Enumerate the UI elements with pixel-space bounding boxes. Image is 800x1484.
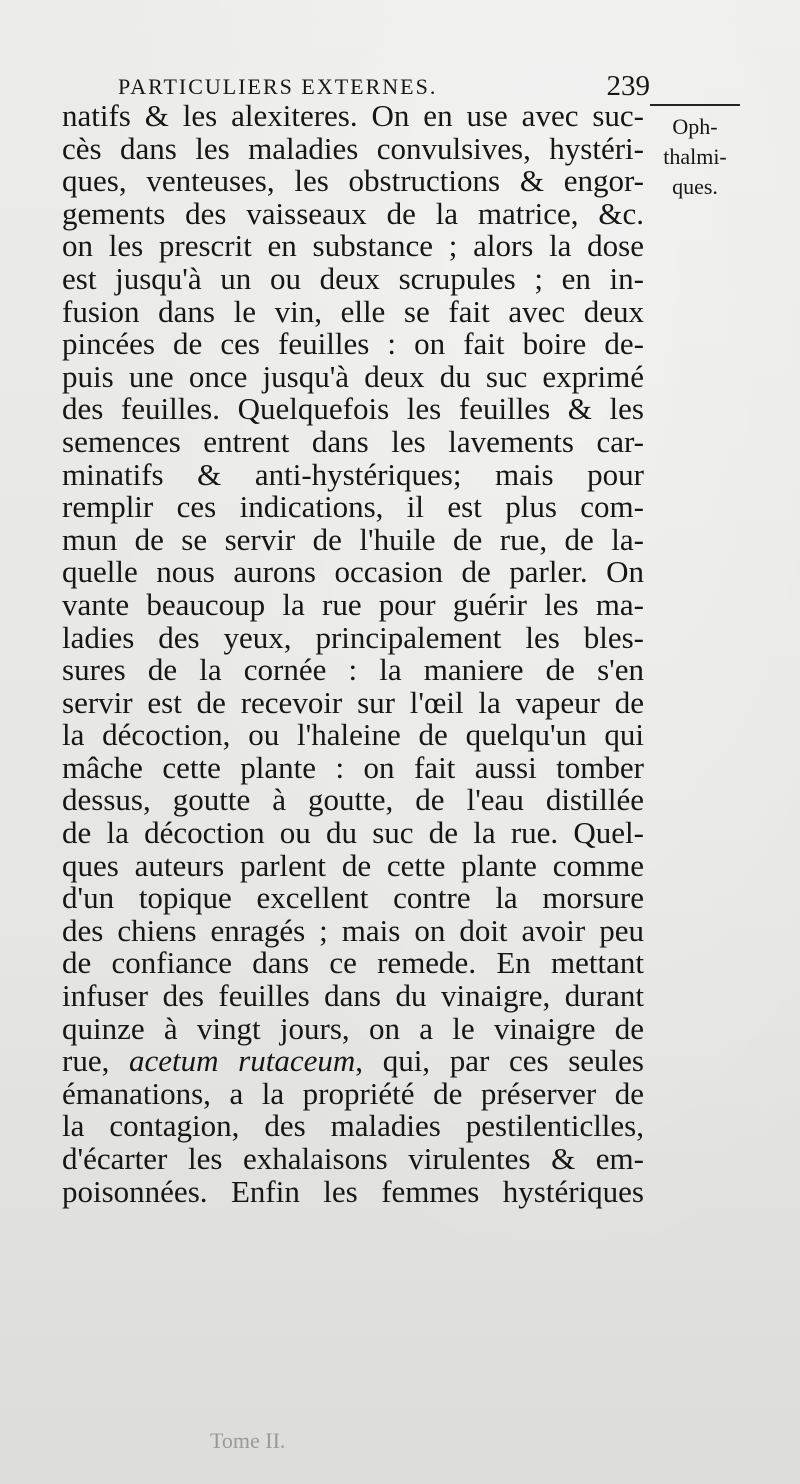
text-line [62, 1173, 644, 1209]
text-line [62, 358, 644, 394]
text-line [62, 817, 644, 850]
text-run: gements des vaisseaux de la matrice, &c. [62, 195, 644, 231]
text-run: puis une once jusqu'à deux du suc exprimé [62, 358, 644, 394]
text-run: d'un topique excellent contre la morsure [62, 880, 644, 916]
text-run: minatifs & anti-hystériques; mais pour [62, 456, 644, 492]
margin-note-line: thalmi- [663, 144, 727, 169]
text-line [62, 1010, 644, 1046]
text-run: rue, [62, 1043, 129, 1079]
text-run: , qui, par ces seules [355, 1043, 644, 1079]
body-text [62, 100, 644, 1208]
text-line [62, 195, 644, 231]
text-run: d'écarter les exhalaisons virulentes & em- [62, 1141, 644, 1176]
text-run: quinze à vingt jours, on a le vinaigre de [62, 1010, 644, 1046]
text-line [62, 882, 644, 915]
text-run: semences entrent dans les lavements car- [62, 423, 644, 459]
text-run: des feuilles. Quelquefois les feuilles & les [62, 391, 644, 427]
text-run: vante beaucoup la rue pour guérir les ma- [62, 586, 644, 622]
text-line [62, 521, 644, 557]
text-run: la décoction, ou l'haleine de quelqu'un qui [62, 717, 644, 753]
text-run: des chiens enragés ; mais on doit avoir peu [62, 912, 644, 948]
text-line [62, 100, 644, 133]
text-run: de confiance dans ce remede. En mettant [62, 945, 644, 981]
text-line [62, 230, 644, 263]
text-run: pincées de ces feuilles : on fait boire de- [62, 326, 644, 362]
text-line [62, 847, 644, 883]
text-run: mun de se servir de l'huile de rue, de la- [62, 521, 644, 557]
margin-note [649, 112, 741, 202]
text-run: quelle nous aurons occasion de parler. On [62, 554, 644, 590]
text-line [62, 1045, 644, 1078]
page-number: 239 [606, 70, 650, 102]
text-line [62, 912, 644, 948]
text-line [62, 749, 644, 785]
text-run: natifs & les alexiteres. On en use avec suc- [62, 98, 644, 133]
text-line [62, 165, 644, 198]
text-line [62, 423, 644, 459]
text-line [62, 980, 644, 1013]
text-line [62, 684, 644, 720]
text-line [62, 328, 644, 361]
text-run: remplir ces indications, il est plus com- [62, 489, 644, 525]
text-run: on les prescrit en substance ; alors la dose [62, 228, 644, 264]
text-run: est jusqu'à un ou deux scrupules ; en in- [62, 260, 644, 296]
text-run: émanations, a la propriété de préserver de [62, 1075, 644, 1111]
text-line [62, 1110, 644, 1143]
text-line [62, 784, 644, 817]
text-line [62, 491, 644, 524]
text-run: poisonnées. Enfin les femmes hystériques [62, 1173, 644, 1209]
text-line [62, 654, 644, 687]
text-line [62, 1075, 644, 1111]
text-run: mâche cette plante : on fait aussi tomber [62, 749, 644, 785]
text-line [62, 556, 644, 589]
text-line [62, 586, 644, 622]
text-line [62, 393, 644, 426]
text-run: infuser des feuilles dans du vinaigre, durant [62, 978, 644, 1014]
margin-note-line: ques. [672, 174, 718, 199]
text-run: la contagion, des maladies pestilenticlles, [62, 1108, 644, 1144]
text-line [62, 260, 644, 296]
running-title: PARTICULIERS EXTERNES. [118, 74, 438, 99]
text-run: cès dans les maladies convulsives, hystéri- [62, 130, 644, 166]
text-run: sures de la cornée : la maniere de s'en [62, 652, 644, 688]
text-line [62, 293, 644, 329]
text-run: fusion dans le vin, elle se fait avec deux [62, 293, 644, 329]
text-run: ques auteurs parlent de cette plante comme [62, 847, 644, 883]
text-run: ques, venteuses, les obstructions & engor- [62, 163, 644, 199]
signature-mark: Tome II. [210, 1428, 286, 1453]
margin-rule [650, 104, 740, 106]
text-line [62, 947, 644, 980]
text-line [62, 456, 644, 492]
text-line [62, 1143, 644, 1176]
text-run: de la décoction ou du suc de la rue. Quel- [62, 815, 644, 851]
text-run: ladies des yeux, principalement les bles- [62, 619, 644, 655]
margin-note-line: Oph- [672, 114, 718, 139]
text-line [62, 130, 644, 166]
text-run: servir est de recevoir sur l'œil la vapeur de [62, 684, 644, 720]
text-run: dessus, goutte à goutte, de l'eau distillée [62, 782, 644, 818]
text-line [62, 619, 644, 655]
italic-term: acetum rutaceum [129, 1043, 356, 1079]
text-line [62, 719, 644, 752]
